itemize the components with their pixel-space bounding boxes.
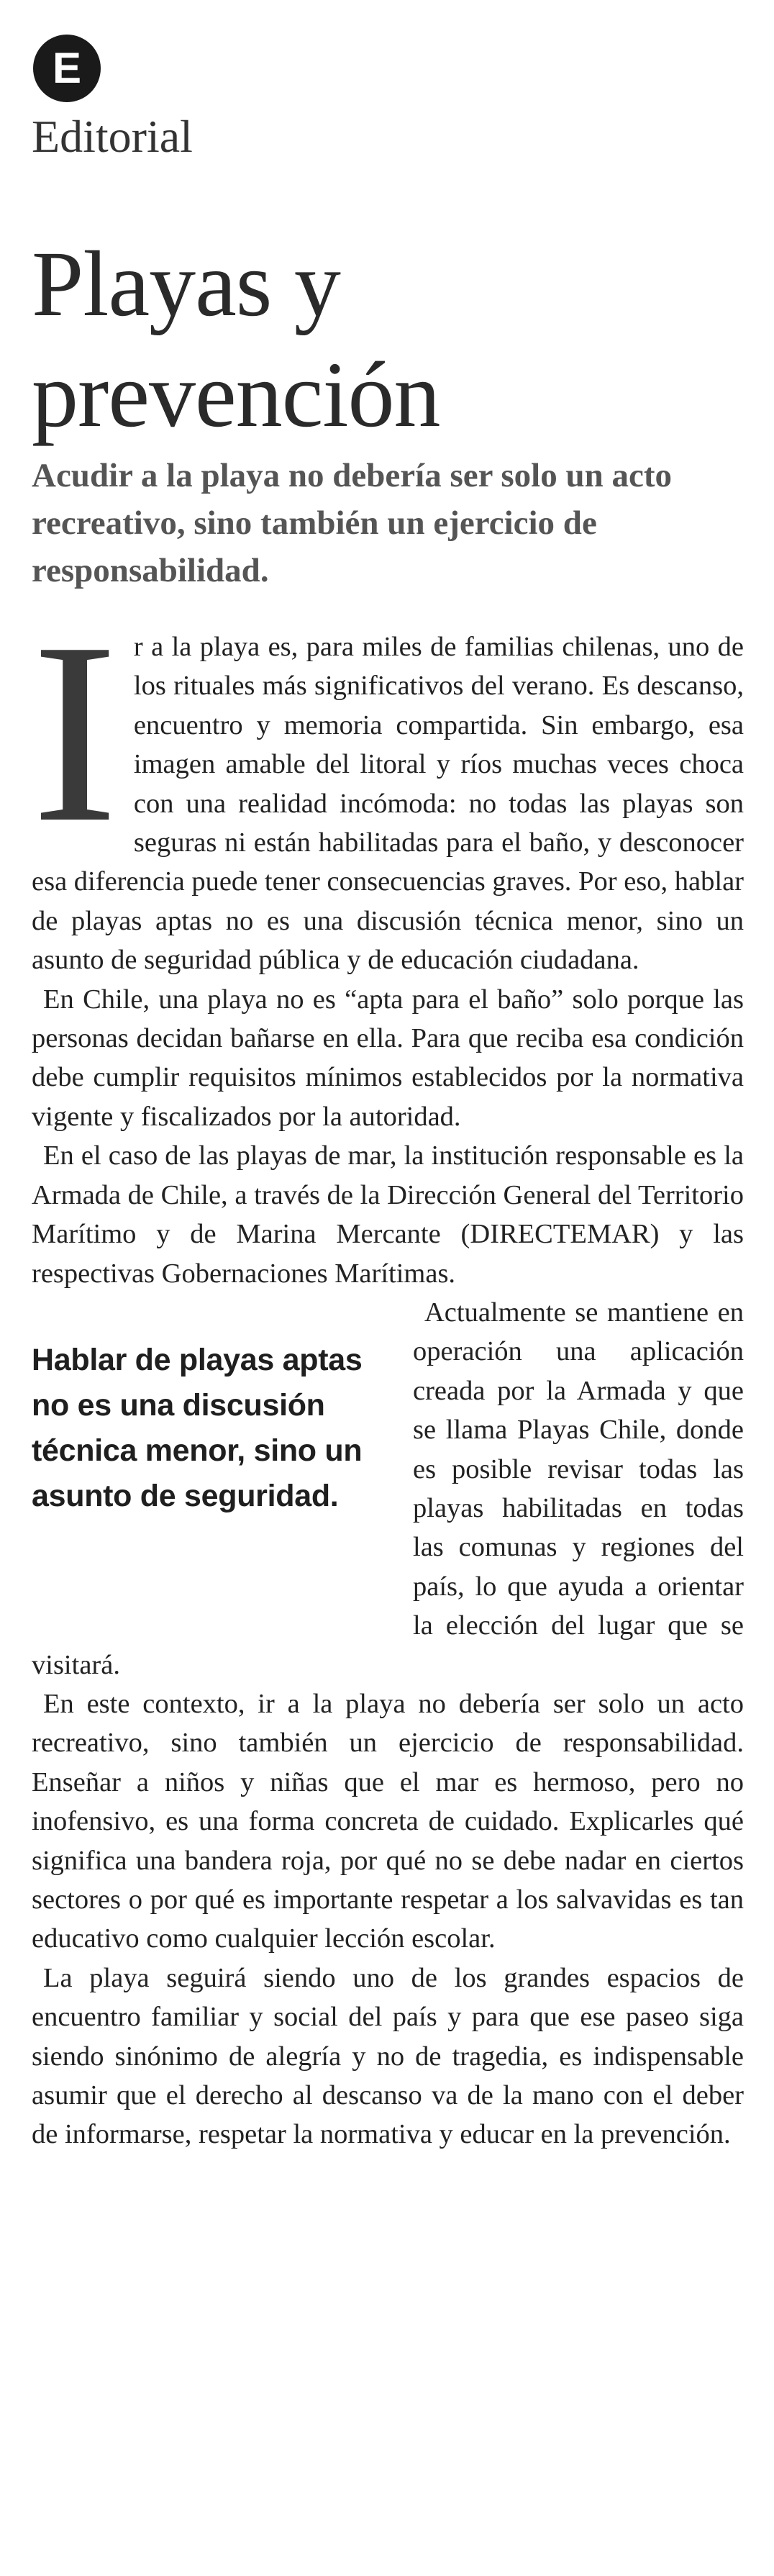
drop-cap: I — [32, 589, 118, 876]
paragraph: La playa seguirá siendo uno de los grandes espacios de encuentro familiar y social del país y para que ese paseo siga siendo sinónimo de alegría y no de tragedia, es indispensable asumir que el derecho al descanso va de la mano con el deber de informarse, respetar la normativa y educar en la prevención. — [32, 1962, 744, 2150]
paragraph: En este contexto, ir a la playa no debería ser solo un acto recreativo, sino también un ejercicio de responsabilidad. Enseñar a niños y niñas que el mar es hermoso, pero no inofensivo, es una forma concreta de cuidado. Explicarles qué significa una bandera roja, por qué no se debe nadar en ciertos sectores o por qué es importante respetar a los salvavidas es tan educativo como cualquier lección escolar. — [32, 1688, 744, 1954]
paragraph: En el caso de las playas de mar, la institución responsable es la Armada de Chile, a través de la Dirección General del Territorio Marítimo y de Marina Mercante (DIRECTEMAR) y las respectivas Gobernaciones Marítimas. — [32, 1140, 744, 1289]
paragraph: Actualmente se mantiene en operación una aplicación creada por la Armada y que se llama Playas Chile, donde es posible revisar todas las playas habilitadas en todas las comunas y regiones del país, lo que ayuda a orientar la elección del lugar que se visitará. — [32, 1297, 744, 1680]
deck: Acudir a la playa no debería ser solo un acto recreativo, sino también un ejercicio de responsabilidad. — [32, 457, 673, 589]
headline: Playas y prevención — [32, 232, 440, 447]
paragraph: En Chile, una playa no es “apta para el baño” solo porque las personas decidan bañarse en ella. Para que reciba esa condición debe cumplir requisitos mínimos establecidos por la normativa vigente y fiscalizados por la autoridad. — [32, 984, 744, 1132]
section-badge: E — [33, 35, 101, 102]
article-body — [32, 589, 744, 2154]
pull-quote: Hablar de playas aptas no es una discusión técnica menor, sino un asunto de seguridad. — [32, 1342, 363, 1513]
section-label: Editorial — [32, 111, 193, 162]
paragraph — [32, 589, 744, 980]
paragraph-text: r a la playa es, para miles de familias chilenas, uno de los rituales más significativos del verano. Es descanso, encuentro y memoria compartida. Sin embargo, esa imagen amable del litoral y ríos muchas veces choca con una realidad incómoda: no todas las playas son seguras ni están habilitadas para el baño, y desconocer esa diferencia puede tener consecuencias graves. Por eso, hablar de playas aptas no es una discusión técnica menor, sino un asunto de seguridad pública y de educación ciudadana. — [32, 632, 744, 976]
